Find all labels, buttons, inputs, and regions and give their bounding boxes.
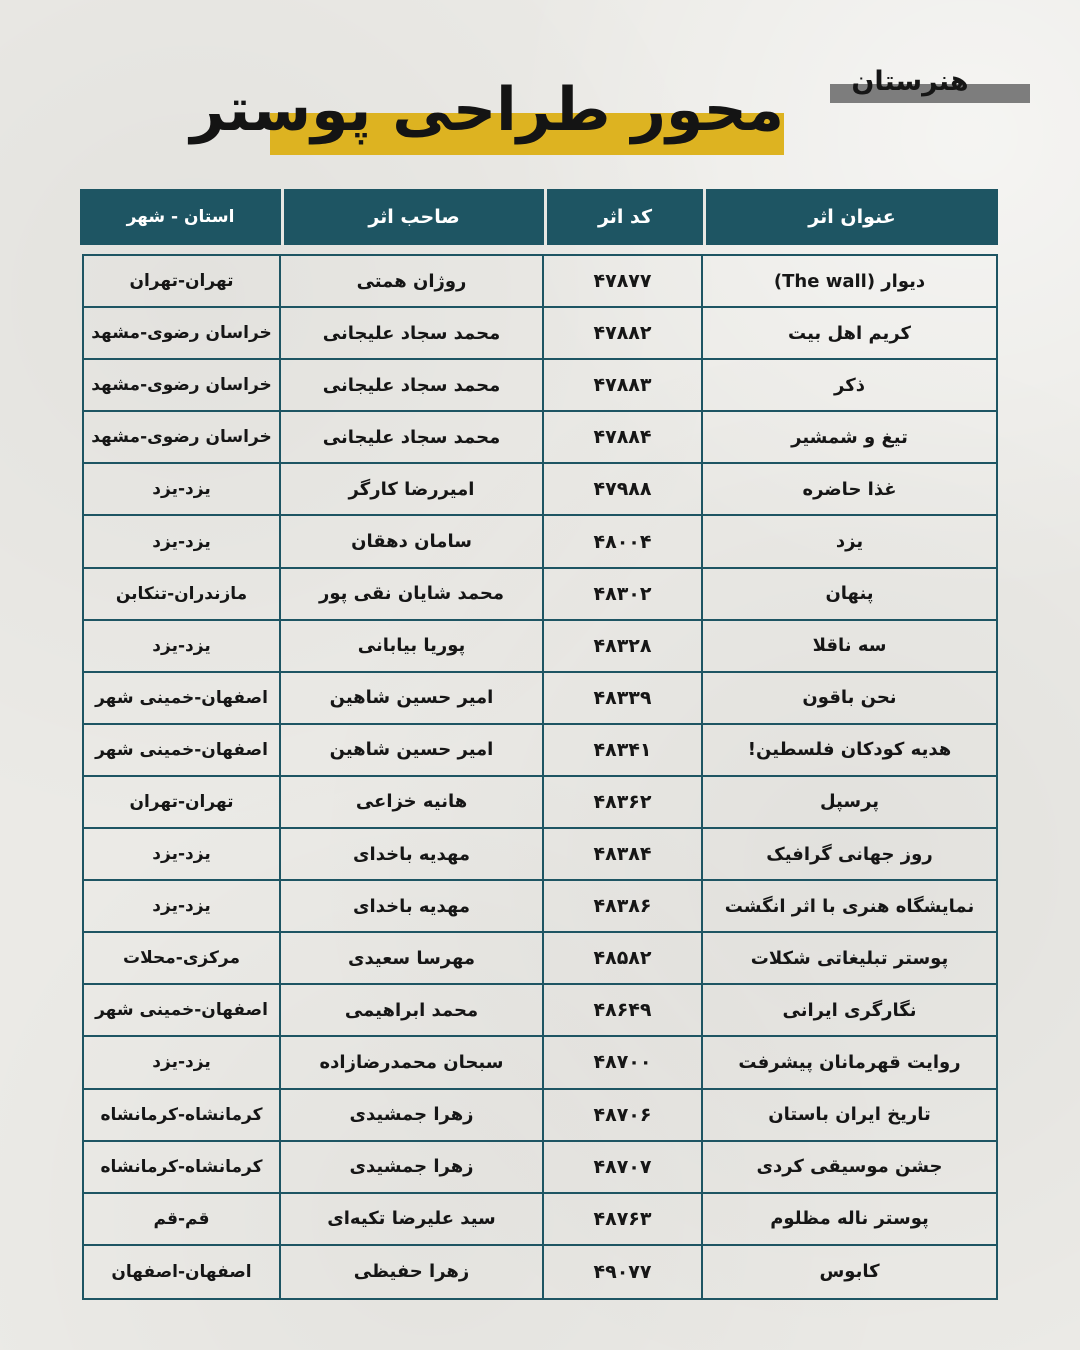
column-header-region: استان - شهر xyxy=(80,189,281,245)
cell-region: تهران-تهران xyxy=(129,271,234,292)
table-row xyxy=(84,985,996,1037)
cell-code: ۴۷۸۸۳ xyxy=(542,360,701,410)
table-row xyxy=(84,412,996,464)
cell-code: ۴۸۷۰۰ xyxy=(542,1037,701,1087)
cell-owner: هانیه خزاعی xyxy=(279,777,542,827)
cell-owner: مهدیه باخدای xyxy=(279,881,542,931)
cell-owner: روژان همتی xyxy=(279,256,542,306)
cell-region: کرمانشاه-کرمانشاه xyxy=(100,1104,263,1125)
cell-region: یزد-یزد xyxy=(152,1052,211,1073)
cell-region: اصفهان-اصفهان xyxy=(111,1261,252,1282)
cell-owner: سید علیرضا تکیه‌ای xyxy=(279,1194,542,1244)
cell-region: اصفهان-خمینی شهر xyxy=(95,687,268,708)
column-header-code: کد اثر xyxy=(544,189,703,245)
table-row xyxy=(84,1194,996,1246)
table-row xyxy=(84,516,996,568)
cell-code: ۴۸۰۰۴ xyxy=(542,516,701,566)
cell-code: ۴۸۷۶۳ xyxy=(542,1194,701,1244)
table-row xyxy=(84,256,996,308)
table-row xyxy=(84,360,996,412)
table-row xyxy=(84,621,996,673)
cell-title: غذا حاضره xyxy=(701,464,996,514)
cell-code: ۴۸۷۰۶ xyxy=(542,1090,701,1140)
cell-title: هدیه کودکان فلسطین! xyxy=(701,725,996,775)
cell-region: یزد-یزد xyxy=(152,896,211,917)
cell-code: ۴۸۷۰۷ xyxy=(542,1142,701,1192)
cell-owner: امیررضا کارگر xyxy=(279,464,542,514)
table-row xyxy=(84,464,996,516)
cell-owner: محمد سجاد علیجانی xyxy=(279,308,542,358)
column-header-title: عنوان اثر xyxy=(703,189,998,245)
cell-code: ۴۷۸۸۲ xyxy=(542,308,701,358)
cell-owner: مهدیه باخدای xyxy=(279,829,542,879)
cell-code: ۴۷۸۸۴ xyxy=(542,412,701,462)
cell-title: روز جهانی گرافیک xyxy=(701,829,996,879)
cell-region: اصفهان-خمینی شهر xyxy=(95,1000,268,1021)
table-row xyxy=(84,1090,996,1142)
cell-title: نحن باقون xyxy=(701,673,996,723)
table-body xyxy=(82,254,998,1300)
table-row xyxy=(84,829,996,881)
cell-region: اصفهان-خمینی شهر xyxy=(95,739,268,760)
table-row xyxy=(84,1037,996,1089)
table-header xyxy=(80,189,998,245)
cell-region: یزد-یزد xyxy=(152,531,211,552)
cell-region: تهران-تهران xyxy=(129,791,234,812)
cell-owner: محمد ابراهیمی xyxy=(279,985,542,1035)
cell-owner: امیر حسین شاهین xyxy=(279,725,542,775)
cell-region: یزد-یزد xyxy=(152,635,211,656)
cell-region: یزد-یزد xyxy=(152,479,211,500)
cell-title: نمایشگاه هنری با اثر انگشت xyxy=(701,881,996,931)
column-header-owner: صاحب اثر xyxy=(281,189,544,245)
cell-region: کرمانشاه-کرمانشاه xyxy=(100,1156,263,1177)
cell-owner: زهرا حفیظی xyxy=(279,1246,542,1298)
cell-region: خراسان رضوی-مشهد xyxy=(91,427,272,448)
table-row xyxy=(84,777,996,829)
cell-code: ۴۸۵۸۲ xyxy=(542,933,701,983)
cell-region: یزد-یزد xyxy=(152,844,211,865)
table-row xyxy=(84,725,996,777)
cell-region: مازندران-تنکابن xyxy=(115,583,248,604)
cell-title: تاریخ ایران باستان xyxy=(701,1090,996,1140)
cell-code: ۴۸۳۸۶ xyxy=(542,881,701,931)
cell-code: ۴۹۰۷۷ xyxy=(542,1246,701,1298)
table-row xyxy=(84,569,996,621)
cell-code: ۴۸۳۳۹ xyxy=(542,673,701,723)
table-row xyxy=(84,1246,996,1298)
cell-title: پرسپل xyxy=(701,777,996,827)
cell-region: خراسان رضوی-مشهد xyxy=(91,323,272,344)
cell-title: جشن موسیقی کردی xyxy=(701,1142,996,1192)
cell-code: ۴۷۹۸۸ xyxy=(542,464,701,514)
cell-owner: محمد شایان نقی پور xyxy=(279,569,542,619)
cell-code: ۴۸۳۴۱ xyxy=(542,725,701,775)
table-row xyxy=(84,673,996,725)
cell-code: ۴۸۳۸۴ xyxy=(542,829,701,879)
cell-owner: پوریا بیابانی xyxy=(279,621,542,671)
cell-title: نگارگری ایرانی xyxy=(701,985,996,1035)
cell-title: سه ناقلا xyxy=(701,621,996,671)
cell-title: دیوار (The wall) xyxy=(701,256,996,306)
page-title: محور طراحی پوستر xyxy=(190,75,784,145)
cell-owner: محمد سجاد علیجانی xyxy=(279,412,542,462)
cell-code: ۴۸۶۴۹ xyxy=(542,985,701,1035)
cell-title: یزد xyxy=(701,516,996,566)
table-row xyxy=(84,308,996,360)
cell-code: ۴۸۳۲۸ xyxy=(542,621,701,671)
cell-owner: محمد سجاد علیجانی xyxy=(279,360,542,410)
table-row xyxy=(84,933,996,985)
cell-title: کریم اهل بیت xyxy=(701,308,996,358)
table-row xyxy=(84,881,996,933)
cell-region: خراسان رضوی-مشهد xyxy=(91,375,272,396)
cell-title: کابوس xyxy=(701,1246,996,1298)
category-label: هنرستان xyxy=(851,66,969,97)
cell-owner: امیر حسین شاهین xyxy=(279,673,542,723)
cell-region: مرکزی-محلات xyxy=(123,948,240,969)
cell-title: روایت قهرمانان پیشرفت xyxy=(701,1037,996,1087)
table-row xyxy=(84,1142,996,1194)
cell-title: تیغ و شمشیر xyxy=(701,412,996,462)
cell-title: پنهان xyxy=(701,569,996,619)
cell-title: پوستر تبلیغاتی شکلات xyxy=(701,933,996,983)
cell-title: ذکر xyxy=(701,360,996,410)
cell-owner: مهرسا سعیدی xyxy=(279,933,542,983)
cell-owner: زهرا جمشیدی xyxy=(279,1090,542,1140)
cell-owner: سامان دهقان xyxy=(279,516,542,566)
cell-code: ۴۸۳۶۲ xyxy=(542,777,701,827)
cell-code: ۴۷۸۷۷ xyxy=(542,256,701,306)
cell-owner: زهرا جمشیدی xyxy=(279,1142,542,1192)
cell-owner: سبحان محمدرضازاده xyxy=(279,1037,542,1087)
cell-code: ۴۸۳۰۲ xyxy=(542,569,701,619)
cell-region: قم-قم xyxy=(153,1208,210,1229)
cell-title: پوستر ناله مظلوم xyxy=(701,1194,996,1244)
